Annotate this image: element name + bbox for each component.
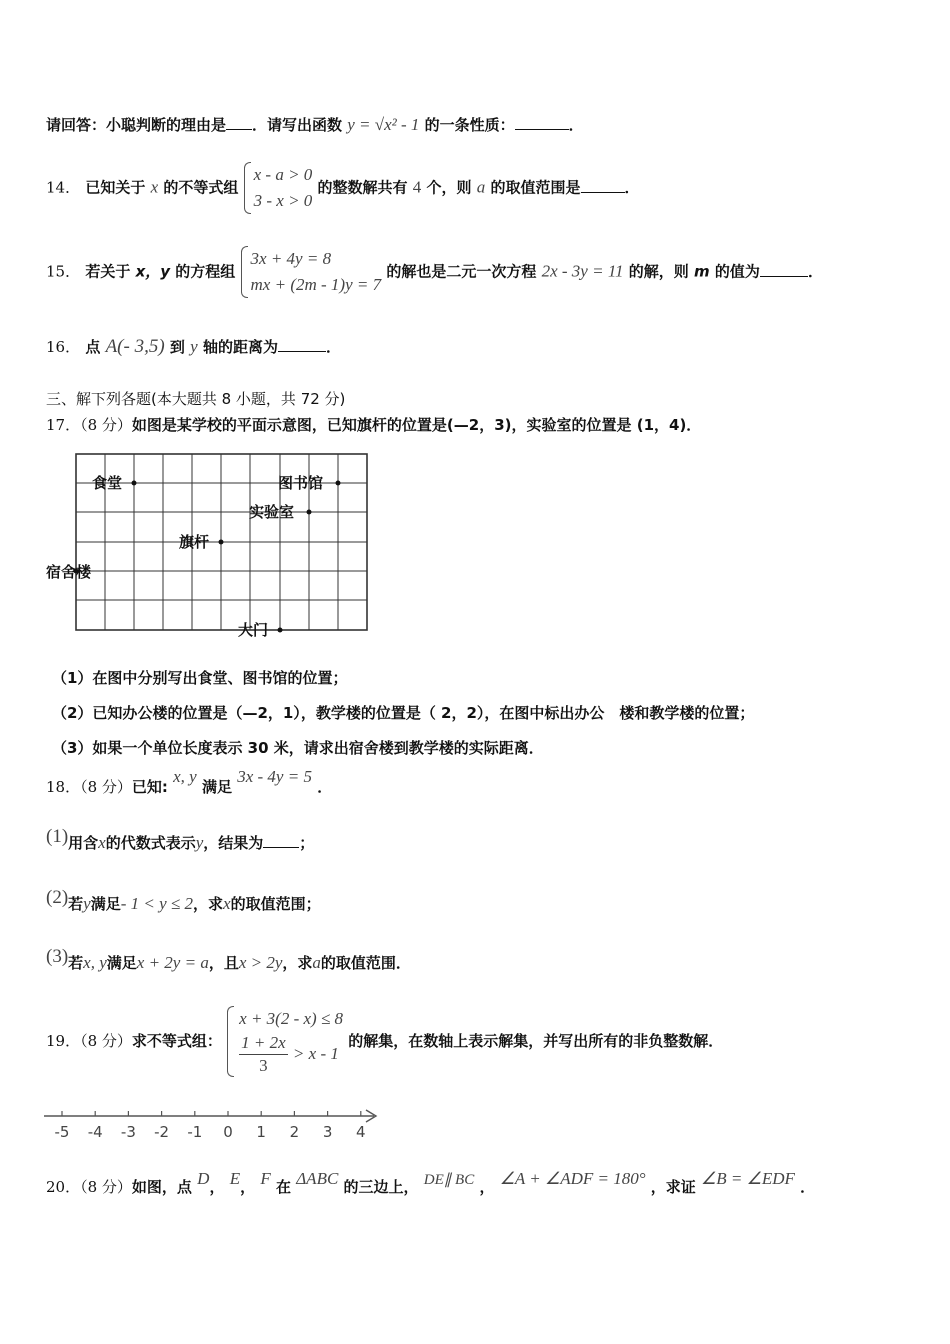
- q19-ineq-2: [239, 1032, 343, 1077]
- canteen-point: [132, 481, 137, 486]
- q13-tail-line: [46, 114, 584, 135]
- q20-comma: ，: [209, 1178, 225, 1196]
- q18-part-2-num: (2): [46, 887, 69, 908]
- q13-blank-1[interactable]: [226, 129, 252, 130]
- q18-part-2: [46, 887, 321, 915]
- q13-text: 的一条性质：: [424, 116, 515, 134]
- q18-var-x: x: [98, 833, 106, 852]
- q16-var-y: y: [190, 337, 198, 356]
- q20-angle-condition: ∠A + ∠ADF = 180°: [499, 1169, 646, 1188]
- q15-vars: x，y: [135, 262, 171, 281]
- number-line-tick-label: -5: [54, 1123, 70, 1141]
- q20-comma: ，: [479, 1178, 495, 1196]
- q18-end: ；: [299, 834, 315, 852]
- q15-end: ．: [807, 262, 823, 281]
- q15-text: 的方程组: [175, 262, 236, 281]
- q14-ineq-1: x - a > 0: [253, 165, 313, 184]
- q19-number: 19．: [46, 1032, 81, 1050]
- q15-text: 的值为: [714, 262, 760, 281]
- q13-text: 请回答：小聪判断的理由是: [46, 116, 227, 134]
- q13-end: ．: [568, 116, 584, 134]
- q18-text: 若: [68, 895, 84, 913]
- q14-text: 的不等式组: [163, 178, 239, 197]
- number-line-tick-label: -3: [120, 1123, 136, 1141]
- q18-vars: x, y: [83, 953, 107, 972]
- q18-condition: - 1 < y ≤ 2: [120, 894, 193, 913]
- number-line-tick-label: 0: [223, 1123, 233, 1141]
- q18-end: ．: [317, 778, 333, 796]
- q15-text: 的解也是二元一次方程: [386, 262, 537, 281]
- q14-ineq-2: 3 - x > 0: [253, 191, 313, 210]
- q18-text: 的取值范围；: [230, 895, 321, 913]
- q20-prove-statement: ∠B = ∠EDF: [701, 1169, 795, 1188]
- q15-blank[interactable]: [760, 276, 808, 277]
- q18-text: ，结果为: [203, 834, 264, 852]
- q20-parallel: DE∥ BC: [423, 1172, 475, 1188]
- section-3-title: 三、解下列各题(本大题共 8 小题，共 72 分): [46, 390, 346, 408]
- q18-vars: x, y: [173, 767, 197, 786]
- q18-var-x: x: [223, 894, 231, 913]
- q19-number-line: [40, 1104, 385, 1144]
- q14-inequality-system: [244, 162, 313, 214]
- q15-text: 的解，则: [628, 262, 689, 281]
- q20-end: ．: [800, 1178, 816, 1196]
- q16-text: 点: [85, 338, 101, 356]
- q17-line: [46, 414, 701, 435]
- q19-text: 求不等式组：: [131, 1032, 222, 1050]
- number-line-tick-label: 4: [356, 1123, 366, 1141]
- q18-var-y: y: [195, 833, 204, 852]
- q20-score: （8 分）: [80, 1178, 132, 1196]
- gate-point: [278, 628, 283, 633]
- q18-line: [46, 767, 333, 797]
- q20-point-e: E: [229, 1169, 241, 1188]
- q19-fraction-denominator: 3: [259, 1056, 268, 1075]
- q18-equation-2: x + 2y = a: [136, 953, 209, 972]
- q13-function: y = √x² - 1: [347, 115, 420, 134]
- q19-score: （8 分）: [80, 1032, 132, 1050]
- q14-text: 的整数解共有: [317, 178, 408, 197]
- q20-number: 20．: [46, 1178, 81, 1196]
- q14-text: 个，则: [426, 178, 472, 197]
- library-point: [336, 481, 341, 486]
- q19-inequality-system: [227, 1006, 343, 1077]
- q16-blank[interactable]: [278, 351, 326, 352]
- flagpole-point: [219, 540, 224, 545]
- q17-score: （8 分）: [80, 416, 132, 434]
- q13-blank-2[interactable]: [515, 129, 569, 130]
- q15-equation-system: [241, 246, 382, 298]
- q20-text: 如图，点: [131, 1178, 192, 1196]
- q18-text: ，且: [208, 954, 239, 972]
- q17-sub-1: （1）在图中分别写出食堂、图书馆的位置；: [52, 669, 348, 687]
- q20-text: 在: [275, 1178, 291, 1196]
- q18-var-y: y: [83, 894, 91, 913]
- q15-eq-1: 3x + 4y = 8: [250, 249, 332, 268]
- q18-text: 已知:: [131, 778, 168, 796]
- q18-number: 18．: [46, 778, 81, 796]
- q18-part-1: [46, 826, 315, 854]
- q13-text: ．请写出函数: [252, 116, 343, 134]
- number-line-tick-label: 2: [289, 1123, 300, 1141]
- q14-line: [46, 162, 640, 214]
- q14-blank[interactable]: [581, 192, 625, 193]
- q19-fraction-rhs: > x - 1: [292, 1044, 339, 1063]
- number-line-tick-label: 3: [322, 1123, 333, 1141]
- q18-var-a: a: [312, 953, 321, 972]
- q18-score: （8 分）: [80, 778, 132, 796]
- q19-text: 的解集，在数轴上表示解集，并写出所有的非负整数解．: [348, 1032, 724, 1050]
- number-line-tick-label: -4: [87, 1123, 103, 1141]
- q19-fraction: [239, 1032, 288, 1077]
- number-line-tick-label: 1: [256, 1123, 266, 1141]
- q20-line: [46, 1169, 816, 1197]
- q20-point-f: F: [260, 1169, 271, 1188]
- canteen-label: 食堂: [92, 474, 123, 492]
- q14-count: 4: [412, 177, 422, 197]
- q18-text: 的代数式表示: [105, 834, 196, 852]
- lab-point: [307, 510, 312, 515]
- q14-number: 14．: [46, 178, 81, 197]
- q18-text: 满足: [90, 895, 121, 913]
- q18-text: 满足: [106, 954, 137, 972]
- q16-text: 轴的距离为: [202, 338, 278, 356]
- q18-text: 满足: [201, 778, 232, 796]
- q18-condition-2: x > 2y: [238, 953, 283, 972]
- q19-fraction-numerator: 1 + 2x: [239, 1032, 288, 1055]
- q20-text: 的三边上，: [343, 1178, 419, 1196]
- q20-point-d: D: [197, 1169, 210, 1188]
- q20-comma: ，: [240, 1178, 256, 1196]
- q19-line: [46, 1006, 723, 1077]
- q18-text: ，求: [282, 954, 313, 972]
- q15-eq-2: mx + (2m - 1)y = 7: [250, 275, 382, 294]
- q16-point: A(- 3,5): [105, 336, 165, 357]
- q16-end: ．: [325, 338, 341, 356]
- q14-text: 已知关于: [85, 178, 146, 197]
- q16-text: 到: [169, 338, 185, 356]
- q18-part-3: [46, 946, 411, 974]
- number-line-tick-label: -2: [154, 1123, 170, 1141]
- q15-text: 若关于: [85, 262, 131, 281]
- gate-label: 大门: [238, 621, 269, 639]
- q18-text: 用含: [68, 834, 99, 852]
- q18-text: ，求: [193, 895, 224, 913]
- flagpole-label: 旗杆: [179, 533, 210, 551]
- q17-number: 17．: [46, 416, 81, 434]
- q15-number: 15．: [46, 262, 81, 281]
- q14-end: ．: [624, 178, 640, 197]
- q20-text: ，求证: [650, 1178, 696, 1196]
- q18-text: 若: [68, 954, 84, 972]
- q17-school-map: [40, 450, 380, 650]
- library-label: 图书馆: [278, 474, 324, 492]
- q14-var-x: x: [150, 177, 159, 197]
- q15-var-m: m: [694, 262, 710, 281]
- q15-eq-3: 2x - 3y = 11: [541, 261, 624, 281]
- q14-var-a: a: [476, 177, 486, 197]
- q15-line: [46, 246, 823, 298]
- dorm-label: 宿舍楼: [46, 563, 92, 581]
- q18-equation: 3x - 4y = 5: [237, 767, 312, 786]
- q18-blank[interactable]: [263, 847, 299, 848]
- lab-label: 实验室: [249, 503, 295, 521]
- q17-sub-2: （2）已知办公楼的位置是（—2，1），教学楼的位置是（ 2，2），在图中标出办公 楼和教学楼的位置；: [52, 704, 755, 722]
- q16-line: [46, 336, 341, 358]
- q16-number: 16．: [46, 338, 81, 356]
- q17-sub-3: （3）如果一个单位长度表示 30 米，请求出宿舍楼到教学楼的实际距离．: [52, 739, 544, 757]
- q18-part-1-num: (1): [46, 826, 69, 847]
- q18-text: 的取值范围．: [320, 954, 411, 972]
- number-line-tick-label: -1: [187, 1123, 203, 1141]
- q17-text: 如图是某学校的平面示意图，已知旗杆的位置是(—2，3)，实验室的位置是 (1，4)．: [131, 416, 702, 434]
- q19-ineq-1: x + 3(2 - x) ≤ 8: [239, 1009, 344, 1028]
- q20-triangle: ΔABC: [296, 1169, 339, 1188]
- q14-text: 的取值范围是: [490, 178, 581, 197]
- q18-part-3-num: (3): [46, 946, 69, 967]
